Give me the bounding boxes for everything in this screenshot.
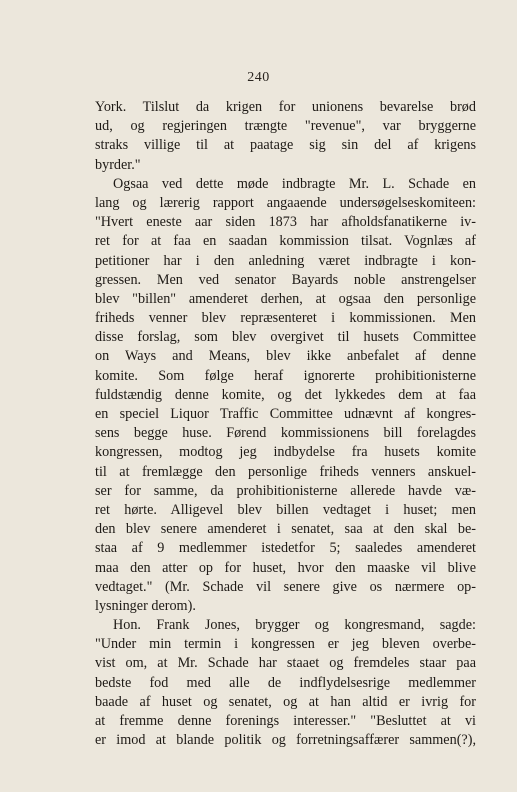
text-line: blev "billen" amenderet derhen, at ogsaa den personlige bbox=[95, 290, 476, 307]
text-line: komite. Som følge heraf ignorerte prohibitionisterne bbox=[95, 367, 476, 384]
text-line: lysninger derom). bbox=[95, 597, 196, 614]
text-line: ret hørte. Alligevel blev billen vedtaget i huset; men bbox=[95, 501, 476, 518]
text-line: baade af huset og senatet, og at han altid er ivrig for bbox=[95, 693, 476, 710]
text-line: ret for at faa en saadan kommission tilsat. Vognlæs af bbox=[95, 233, 476, 250]
text-line: York. Tilslut da krigen for unionens bevarelse brød bbox=[95, 99, 476, 115]
text-line: Hon. Frank Jones, brygger og kongresmand, sagde: bbox=[113, 617, 476, 634]
text-line: til at fremlægge den personlige friheds venners anskuel- bbox=[95, 463, 476, 480]
text-line: staa af 9 medlemmer istedetfor 5; saaledes amenderet bbox=[95, 540, 476, 557]
text-line: den blev senere amenderet i senatet, saa at den skal be- bbox=[95, 521, 476, 538]
text-line: "Hvert eneste aar siden 1873 har afholdsfanatikerne iv- bbox=[95, 214, 476, 231]
text-line: ud, og regjeringen trængte "revenue", var bryggerne bbox=[95, 118, 476, 135]
text-line: ser for samme, da prohibitionisterne allerede havde væ- bbox=[95, 482, 476, 499]
text-line: er imod at blande politik og forretningsaffærer sammen(?), bbox=[95, 732, 476, 749]
text-line: bedste fod med alle de indflydelsesrige medlemmer bbox=[95, 674, 476, 691]
text-line: straks villige til at paatage sig sin del af krigens bbox=[95, 137, 476, 154]
text-line: disse forslag, som blev overgivet til husets Committee bbox=[95, 329, 476, 346]
text-line: gressen. Men ved senator Bayards noble anstrengelser bbox=[95, 271, 476, 288]
text-line: on Ways and Means, blev ikke anbefalet af denne bbox=[95, 348, 476, 365]
text-line: en speciel Liquor Traffic Committee udnævnt af kongres- bbox=[95, 406, 476, 422]
text-line: Ogsaa ved dette møde indbragte Mr. L. Schade en bbox=[113, 175, 476, 192]
text-line: friheds venner blev repræsenteret i kommissionen. Men bbox=[95, 310, 476, 327]
text-line: byrder." bbox=[95, 156, 141, 173]
text-line: lang og lærerig rapport angaaende undersøgelseskomiteen: bbox=[95, 194, 476, 211]
page-number: 240 bbox=[247, 70, 270, 85]
text-line: fuldstændig denne komite, og det lykkedes dem at faa bbox=[95, 386, 476, 403]
text-line: maa den atter op for huset, hvor den maaske vil blive bbox=[95, 559, 476, 576]
text-line: "Under min termin i kongressen er jeg bleven overbe- bbox=[95, 636, 476, 653]
text-line: vist om, at Mr. Schade har staaet og fremdeles staar paa bbox=[95, 655, 476, 672]
text-line: kongressen, modtog jeg indbydelse fra husets komite bbox=[95, 444, 476, 461]
text-line: vedtaget." (Mr. Schade vil senere give os nærmere op- bbox=[95, 578, 476, 595]
body-text bbox=[95, 98, 476, 750]
text-line: at fremme denne forenings interesser." "Besluttet at vi bbox=[95, 713, 476, 729]
text-line: sens begge huse. Førend kommissionens bill forelagdes bbox=[95, 425, 476, 442]
text-line: petitioner har i den anledning været indbragte i kon- bbox=[95, 252, 476, 269]
